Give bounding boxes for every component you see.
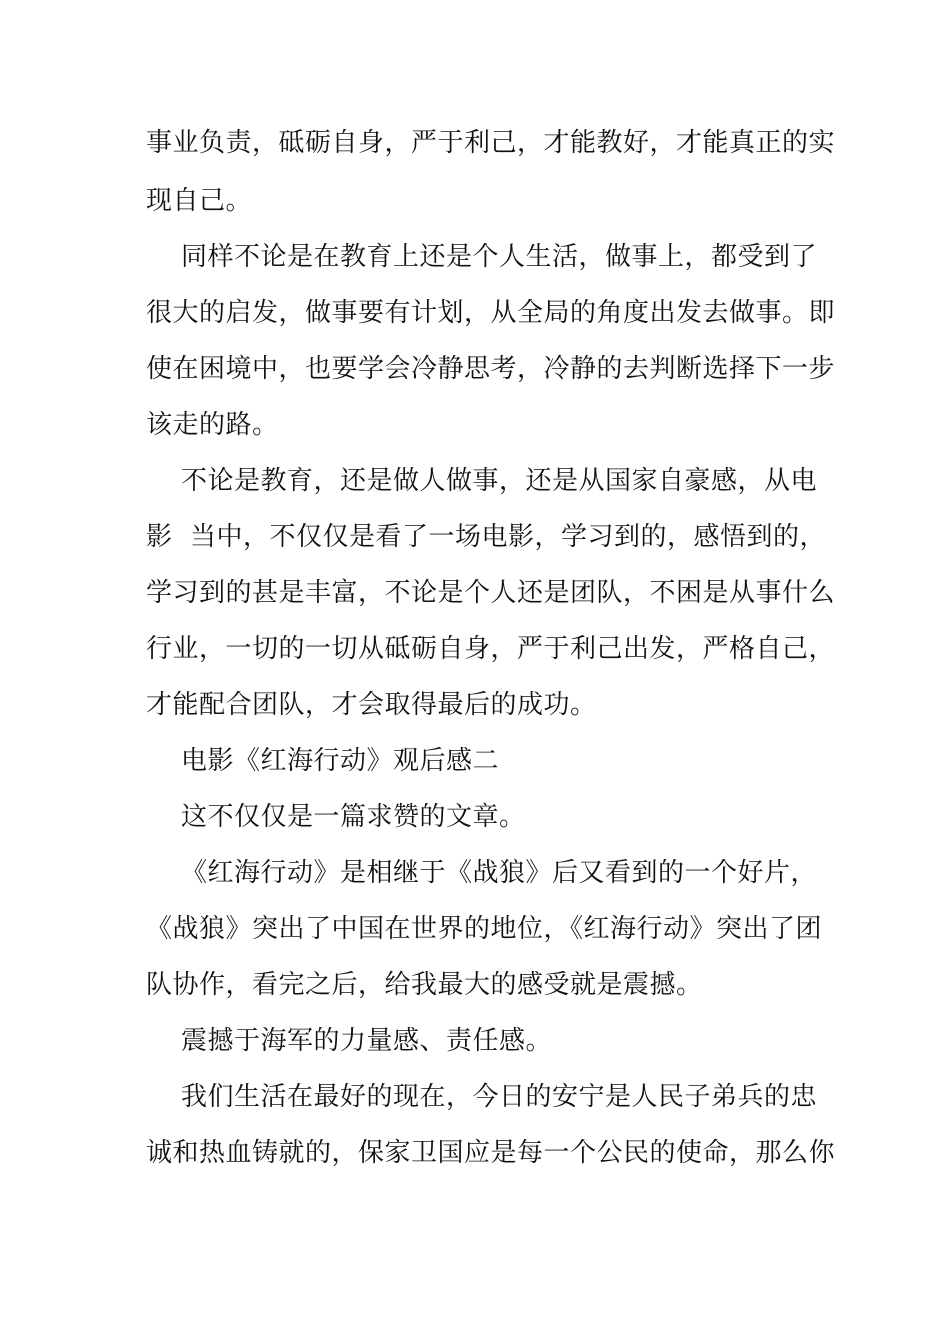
text-line: 诚和热血铸就的，保家卫国应是每一个公民的使命，那么你 <box>146 1138 836 1168</box>
text-line: 队协作，看完之后，给我最大的感受就是震撼。 <box>146 970 703 1000</box>
text-line: 这不仅仅是一篇求赞的文章。 <box>146 802 526 832</box>
text-line: 影 当中，不仅仅是看了一场电影，学习到的，感悟到的， <box>146 522 827 552</box>
text-line: 现自己。 <box>146 186 253 216</box>
text-line: 震撼于海军的力量感、责任感。 <box>146 1026 553 1056</box>
text-line: 不论是教育，还是做人做事，还是从国家自豪感，从电 <box>146 466 818 496</box>
text-line: 《战狼》突出了中国在世界的地位，《红海行动》突出了团 <box>146 914 823 944</box>
text-line: 《红海行动》是相继于《战狼》后又看到的一个好片， <box>146 858 818 888</box>
text-line: 我们生活在最好的现在，今日的安宁是人民子弟兵的忠 <box>146 1082 818 1112</box>
text-line: 很大的启发，做事要有计划，从全局的角度出发去做事。即 <box>146 298 836 328</box>
text-line: 同样不论是在教育上还是个人生活，做事上，都受到了 <box>146 242 818 272</box>
text-line: 事业负责，砥砺自身，严于利己，才能教好，才能真正的实 <box>146 128 836 158</box>
section-heading: 电影《红海行动》观后感二 <box>146 746 500 776</box>
text-line: 行业，一切的一切从砥砺自身，严于利己出发，严格自己， <box>146 634 836 664</box>
text-line: 才能配合团队，才会取得最后的成功。 <box>146 690 597 720</box>
text-line: 该走的路。 <box>146 410 279 440</box>
text-line: 使在困境中，也要学会冷静思考，冷静的去判断选择下一步 <box>146 354 836 384</box>
text-line: 学习到的甚是丰富，不论是个人还是团队，不困是从事什么 <box>146 578 836 608</box>
